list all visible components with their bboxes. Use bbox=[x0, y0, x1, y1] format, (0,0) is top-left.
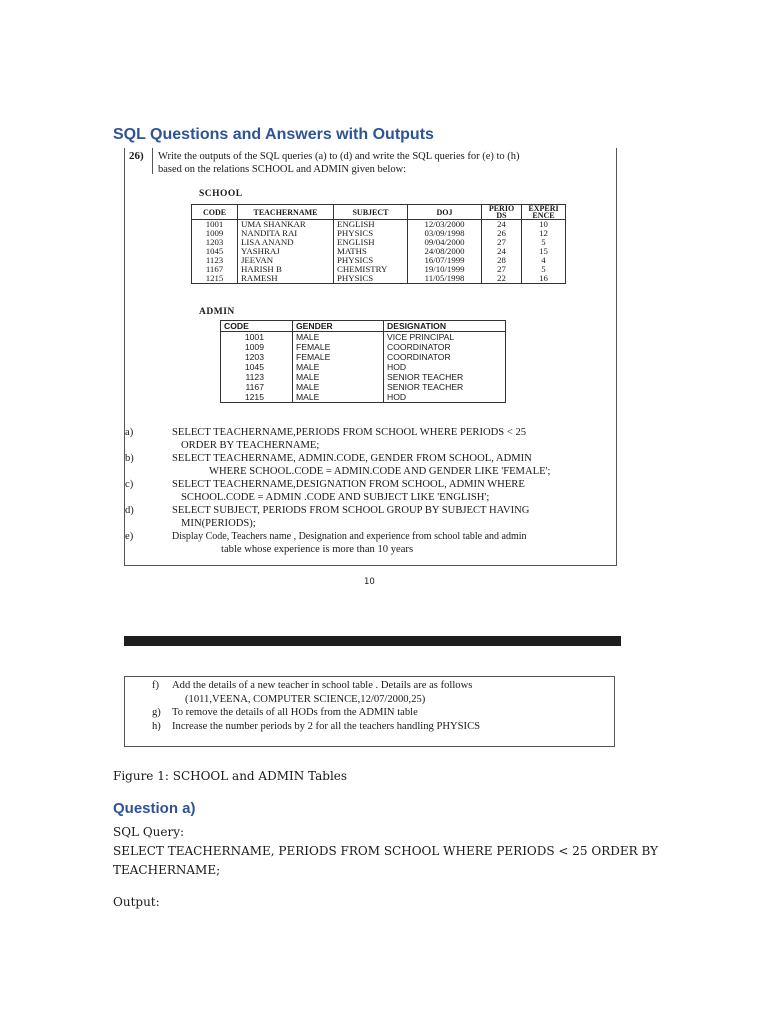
admin-table-cell: FEMALE bbox=[293, 352, 384, 362]
school-table-row bbox=[192, 274, 566, 284]
admin-table-cell: 1215 bbox=[221, 392, 293, 403]
question-b-label: b) bbox=[125, 453, 134, 464]
school-table-cell: 03/09/1998 bbox=[408, 229, 482, 238]
question-f-continued: (1011,VEENA, COMPUTER SCIENCE,12/07/2000,25) bbox=[185, 693, 426, 705]
question-intro bbox=[158, 150, 608, 176]
school-table-cell: NANDITA RAI bbox=[238, 229, 334, 238]
sql-query-line-1: SELECT TEACHERNAME, PERIODS FROM SCHOOL WHERE PERIODS < 25 ORDER BY bbox=[113, 844, 659, 858]
school-table-cell: LISA ANAND bbox=[238, 238, 334, 247]
school-table-cell: YASHRAJ bbox=[238, 247, 334, 256]
admin-table-cell: COORDINATOR bbox=[384, 352, 506, 362]
school-header-cell: SUBJECT bbox=[334, 205, 408, 220]
school-header-row bbox=[192, 205, 566, 220]
admin-table-row bbox=[221, 342, 506, 352]
admin-table-cell: VICE PRINCIPAL bbox=[384, 332, 506, 343]
question-e-continued: table whose experience is more than 10 years bbox=[221, 544, 414, 555]
school-table-cell: MATHS bbox=[334, 247, 408, 256]
question-a-label: a) bbox=[125, 427, 134, 438]
admin-table-cell: 1045 bbox=[221, 362, 293, 372]
admin-table-cell: MALE bbox=[293, 372, 384, 382]
school-table-cell: PHYSICS bbox=[334, 229, 408, 238]
intro-line-2: based on the relations SCHOOL and ADMIN given below: bbox=[158, 164, 407, 175]
admin-table-cell: 1001 bbox=[221, 332, 293, 343]
school-table-cell: PHYSICS bbox=[334, 274, 408, 284]
school-table-cell: RAMESH bbox=[238, 274, 334, 284]
admin-table-cell: 1123 bbox=[221, 372, 293, 382]
school-table-cell: 12/03/2000 bbox=[408, 220, 482, 230]
question-f bbox=[125, 679, 614, 693]
sql-query-label: SQL Query: bbox=[113, 825, 185, 839]
question-h-label: h) bbox=[152, 720, 161, 732]
question-list bbox=[125, 426, 605, 556]
school-table-cell: 16/07/1999 bbox=[408, 256, 482, 265]
question-b-text: SELECT TEACHERNAME, ADMIN.CODE, GENDER FROM SCHOOL, ADMIN bbox=[172, 453, 532, 464]
school-table-cell: 1045 bbox=[192, 247, 238, 256]
question-a-text: SELECT TEACHERNAME,PERIODS FROM SCHOOL WHERE PERIODS < 25 bbox=[172, 427, 527, 438]
question-d-text: SELECT SUBJECT, PERIODS FROM SCHOOL GROUP BY SUBJECT HAVING bbox=[172, 505, 530, 516]
question-d-continued: MIN(PERIODS); bbox=[181, 518, 256, 529]
school-table-cell: 26 bbox=[482, 229, 522, 238]
question-d-label: d) bbox=[125, 505, 134, 516]
school-header-cell: PERIO DS bbox=[482, 205, 522, 220]
school-table-cell: 10 bbox=[522, 220, 566, 230]
question-e bbox=[125, 530, 605, 543]
admin-table-cell: COORDINATOR bbox=[384, 342, 506, 352]
admin-header-row bbox=[221, 321, 506, 332]
admin-table bbox=[220, 320, 506, 403]
output-label: Output: bbox=[113, 895, 160, 909]
question-a bbox=[125, 426, 605, 439]
school-table-cell: 24/08/2000 bbox=[408, 247, 482, 256]
question-g-label: g) bbox=[152, 707, 161, 718]
school-table-cell: 28 bbox=[482, 256, 522, 265]
admin-table-row bbox=[221, 352, 506, 362]
school-table-cell: ENGLISH bbox=[334, 238, 408, 247]
question-c bbox=[125, 478, 605, 491]
admin-table-row bbox=[221, 362, 506, 372]
question-e-text: Display Code, Teachers name , Designation and experience from school table and admin bbox=[172, 531, 527, 542]
school-table-cell: 11/05/1998 bbox=[408, 274, 482, 284]
question-c-label: c) bbox=[125, 479, 134, 490]
school-table-cell: 1009 bbox=[192, 229, 238, 238]
school-table-cell: 1203 bbox=[192, 238, 238, 247]
school-table-cell: 4 bbox=[522, 256, 566, 265]
page-number: 10 bbox=[364, 577, 375, 587]
question-heading: Question a) bbox=[113, 800, 196, 817]
school-table-cell: 24 bbox=[482, 220, 522, 230]
school-table-cell: 1215 bbox=[192, 274, 238, 284]
question-e-label: e) bbox=[125, 531, 134, 542]
admin-table-cell: MALE bbox=[293, 332, 384, 343]
question-d bbox=[125, 504, 605, 517]
school-table-cell: 1001 bbox=[192, 220, 238, 230]
admin-table-row bbox=[221, 382, 506, 392]
school-table-cell: JEEVAN bbox=[238, 256, 334, 265]
school-table-cell: 22 bbox=[482, 274, 522, 284]
school-table-cell: 24 bbox=[482, 247, 522, 256]
admin-header-cell: GENDER bbox=[293, 321, 384, 332]
school-table-cell: 12 bbox=[522, 229, 566, 238]
admin-table-caption: ADMIN bbox=[199, 307, 235, 317]
question-a-continued: ORDER BY TEACHERNAME; bbox=[181, 440, 320, 451]
admin-table-cell: MALE bbox=[293, 382, 384, 392]
question-h bbox=[125, 720, 614, 734]
scanned-question-image bbox=[124, 148, 617, 566]
page-separator-bar bbox=[124, 636, 621, 646]
admin-table-cell: 1203 bbox=[221, 352, 293, 362]
question-g-text: To remove the details of all HODs from the ADMIN table bbox=[172, 707, 418, 718]
admin-table-cell: HOD bbox=[384, 392, 506, 403]
school-header-cell: DOJ bbox=[408, 205, 482, 220]
sql-query-line-2: TEACHERNAME; bbox=[113, 863, 221, 877]
school-table-cell: 5 bbox=[522, 238, 566, 247]
admin-table-cell: SENIOR TEACHER bbox=[384, 382, 506, 392]
school-header-cell: CODE bbox=[192, 205, 238, 220]
admin-table-cell: 1167 bbox=[221, 382, 293, 392]
school-table-cell: 15 bbox=[522, 247, 566, 256]
question-c-text: SELECT TEACHERNAME,DESIGNATION FROM SCHOOL, ADMIN WHERE bbox=[172, 479, 525, 490]
admin-table-cell: 1009 bbox=[221, 342, 293, 352]
school-table-cell: 19/10/1999 bbox=[408, 265, 482, 274]
question-h-text: Increase the number periods by 2 for all the teachers handling PHYSICS bbox=[172, 720, 481, 732]
school-header-cell: EXPERI ENCE bbox=[522, 205, 566, 220]
page-title: SQL Questions and Answers with Outputs bbox=[113, 126, 434, 143]
admin-table-cell: HOD bbox=[384, 362, 506, 372]
school-table-cell: HARISH B bbox=[238, 265, 334, 274]
school-table-cell: 1123 bbox=[192, 256, 238, 265]
question-number: 26) bbox=[129, 150, 144, 162]
school-table-cell: 5 bbox=[522, 265, 566, 274]
question-g bbox=[125, 706, 614, 720]
school-table-cell: CHEMISTRY bbox=[334, 265, 408, 274]
admin-table-cell: MALE bbox=[293, 392, 384, 403]
school-table-cell: UMA SHANKAR bbox=[238, 220, 334, 230]
question-f-label: f) bbox=[152, 680, 160, 691]
scanned-question-image-2 bbox=[124, 676, 615, 747]
school-table-cell: 16 bbox=[522, 274, 566, 284]
school-table-cell: 27 bbox=[482, 238, 522, 247]
admin-table-row bbox=[221, 392, 506, 403]
question-c-continued: SCHOOL.CODE = ADMIN .CODE AND SUBJECT LIKE 'ENGLISH'; bbox=[181, 492, 490, 503]
admin-table-row bbox=[221, 332, 506, 343]
school-table-cell: 1167 bbox=[192, 265, 238, 274]
admin-header-cell: DESIGNATION bbox=[384, 321, 506, 332]
school-table-cell: 09/04/2000 bbox=[408, 238, 482, 247]
school-table-caption: SCHOOL bbox=[199, 189, 243, 199]
question-b bbox=[125, 452, 605, 465]
question-divider bbox=[152, 148, 153, 174]
school-table-cell: ENGLISH bbox=[334, 220, 408, 230]
school-header-cell: TEACHERNAME bbox=[238, 205, 334, 220]
school-table-cell: 27 bbox=[482, 265, 522, 274]
admin-table-cell: MALE bbox=[293, 362, 384, 372]
admin-table-cell: FEMALE bbox=[293, 342, 384, 352]
figure-caption: Figure 1: SCHOOL and ADMIN Tables bbox=[113, 769, 348, 783]
admin-table-cell: SENIOR TEACHER bbox=[384, 372, 506, 382]
question-f-text: Add the details of a new teacher in school table . Details are as follows bbox=[172, 680, 473, 691]
admin-table-row bbox=[221, 372, 506, 382]
school-table bbox=[191, 204, 566, 284]
school-table-cell: PHYSICS bbox=[334, 256, 408, 265]
question-b-continued: WHERE SCHOOL.CODE = ADMIN.CODE AND GENDER LIKE 'FEMALE'; bbox=[209, 466, 551, 477]
intro-line-1: Write the outputs of the SQL queries (a) to (d) and write the SQL queries for (e) to (h) bbox=[158, 151, 520, 162]
admin-header-cell: CODE bbox=[221, 321, 293, 332]
